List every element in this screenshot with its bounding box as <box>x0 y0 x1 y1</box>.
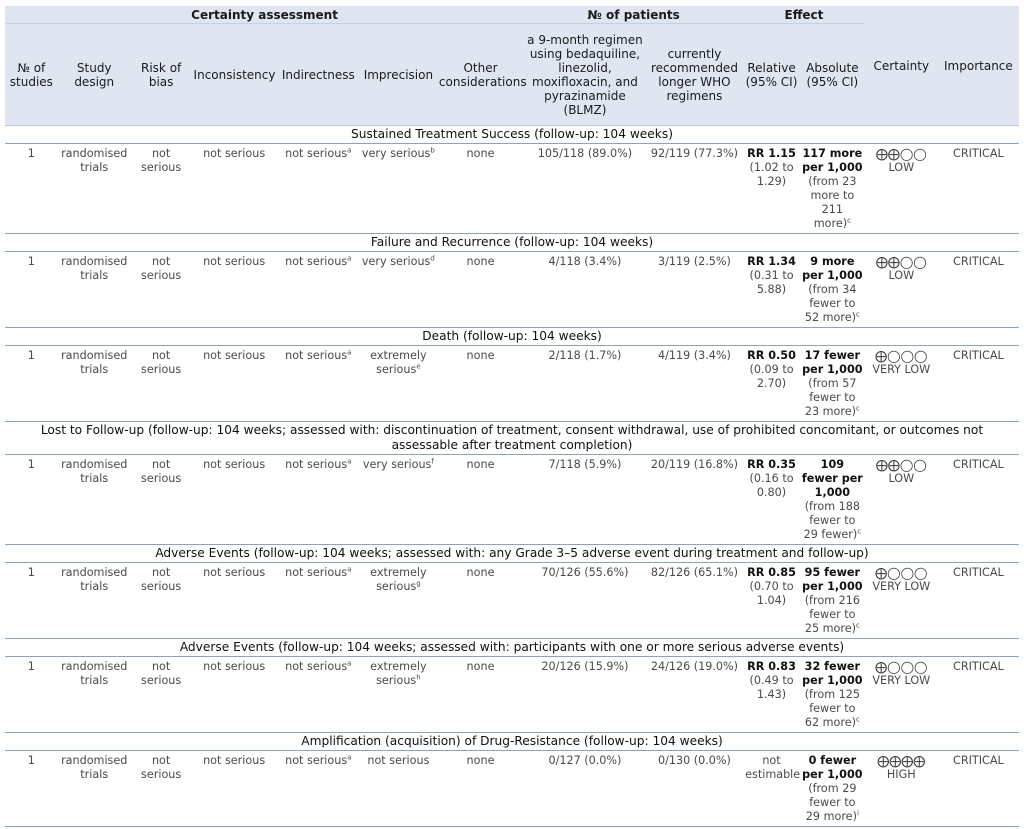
indirectness-cell <box>277 346 360 422</box>
outcome-title: Amplification (acquisition) of Drug-Resistance (follow-up: 104 weeks) <box>5 733 1019 751</box>
absolute-effect-footnote: c <box>857 527 862 536</box>
relative-effect-value: RR 1.15 <box>747 147 796 160</box>
absolute-effect-footnote: c <box>855 310 860 319</box>
outcome-data-row <box>5 751 1019 827</box>
certainty-cell <box>865 455 938 545</box>
outcome-title: Lost to Follow-up (follow-up: 104 weeks; assessed with: discontinuation of treatment, consent withdrawal, use of prohibited concomitant, or outcomes not assessable after treatment completion) <box>5 422 1019 455</box>
studies-cell: 1 <box>5 657 58 733</box>
absolute-effect-cell <box>800 144 865 234</box>
absolute-effect-footnote: i <box>856 809 859 818</box>
who-regimen-cell: 0/130 (0.0%) <box>646 751 743 827</box>
indirectness-cell <box>277 252 360 328</box>
imprecision-cell <box>360 252 437 328</box>
who-regimen-cell: 24/126 (19.0%) <box>646 657 743 733</box>
outcome-title-row <box>5 733 1019 751</box>
importance-cell: CRITICAL <box>938 455 1019 545</box>
absolute-effect-cell <box>800 657 865 733</box>
inconsistency-cell: not serious <box>192 346 277 422</box>
indirectness-text: not serious <box>285 349 348 362</box>
certainty-label: LOW <box>888 269 915 282</box>
relative-effect-cell <box>743 657 800 733</box>
other-considerations-cell: none <box>437 252 524 328</box>
absolute-effect-value: 109 fewer per 1,000 <box>801 458 863 499</box>
indirectness-footnote: a <box>347 753 352 762</box>
indirectness-text: not serious <box>285 255 348 268</box>
relative-effect-value: RR 0.35 <box>747 458 796 471</box>
absolute-effect-value: 0 fewer per 1,000 <box>802 754 863 781</box>
table-header <box>5 6 1019 126</box>
imprecision-cell <box>360 346 437 422</box>
inconsistency-cell: not serious <box>192 657 277 733</box>
absolute-effect-value: 117 more per 1,000 <box>802 147 863 174</box>
other-considerations-cell: none <box>437 144 524 234</box>
importance-cell: CRITICAL <box>938 144 1019 234</box>
absolute-effect-ci: (from 57 fewer to 23 more) <box>804 377 857 418</box>
absolute-effect-footnote: c <box>855 715 860 724</box>
indirectness-text: not serious <box>285 754 348 767</box>
who-regimen-cell: 82/126 (65.1%) <box>646 563 743 639</box>
blmz-cell: 2/118 (1.7%) <box>524 346 646 422</box>
outcome-title: Adverse Events (follow-up: 104 weeks; assessed with: any Grade 3–5 adverse event during treatment and follow-up) <box>5 545 1019 563</box>
outcome-title-row <box>5 328 1019 346</box>
indirectness-footnote: a <box>347 565 352 574</box>
absolute-effect-cell <box>800 751 865 827</box>
outcome-title-row <box>5 234 1019 252</box>
importance-cell: CRITICAL <box>938 346 1019 422</box>
who-regimen-cell: 3/119 (2.5%) <box>646 252 743 328</box>
studies-cell: 1 <box>5 455 58 545</box>
absolute-effect-footnote: c <box>855 621 860 630</box>
blmz-column-header: a 9-month regimen using bedaquiline, linezolid, moxifloxacin, and pyrazinamide (BLMZ) <box>524 24 646 126</box>
certainty-label: VERY LOW <box>872 580 931 593</box>
who-regimen-cell: 4/119 (3.4%) <box>646 346 743 422</box>
absolute-effect-value: 95 fewer per 1,000 <box>802 566 863 593</box>
who-regimen-cell: 20/119 (16.8%) <box>646 455 743 545</box>
indirectness-text: not serious <box>285 458 348 471</box>
indirectness-cell <box>277 657 360 733</box>
other-considerations-cell: none <box>437 657 524 733</box>
absolute-effect-ci: (from 216 fewer to 25 more) <box>804 594 860 635</box>
relative-effect-value: RR 0.83 <box>747 660 796 673</box>
relative-effect-ci: (1.02 to 1.29) <box>749 161 794 188</box>
imprecision-text: very serious <box>362 458 432 471</box>
imprecision-text: extremely serious <box>370 660 427 687</box>
inconsistency-cell: not serious <box>192 563 277 639</box>
table-body <box>5 126 1019 827</box>
imprecision-cell <box>360 751 437 827</box>
indirectness-footnote: a <box>347 146 352 155</box>
absolute-effect-ci: (from 34 fewer to 52 more) <box>804 283 857 324</box>
absolute-effect-cell <box>800 563 865 639</box>
indirectness-cell <box>277 751 360 827</box>
imprecision-cell <box>360 563 437 639</box>
design-cell: randomised trials <box>58 563 131 639</box>
absolute-effect-value: 32 fewer per 1,000 <box>802 660 863 687</box>
inconsistency-cell: not serious <box>192 455 277 545</box>
outcome-title: Sustained Treatment Success (follow-up: 104 weeks) <box>5 126 1019 144</box>
blmz-cell: 0/127 (0.0%) <box>524 751 646 827</box>
certainty-label: LOW <box>888 472 915 485</box>
relative-effect-ci: not estimable <box>745 754 801 781</box>
relative-effect-cell <box>743 346 800 422</box>
certainty-rating-icon: ⨁◯◯◯ <box>875 349 928 363</box>
imprecision-text: very serious <box>361 255 431 268</box>
indirectness-footnote: a <box>347 348 352 357</box>
outcome-title-row <box>5 545 1019 563</box>
outcome-data-row <box>5 455 1019 545</box>
studies-cell: 1 <box>5 252 58 328</box>
relative-effect-value: RR 0.85 <box>747 566 796 579</box>
relative-effect-ci: (0.70 to 1.04) <box>749 580 794 607</box>
other-considerations-cell: none <box>437 455 524 545</box>
blmz-cell: 7/118 (5.9%) <box>524 455 646 545</box>
relative-effect-cell <box>743 252 800 328</box>
absolute-effect-cell <box>800 455 865 545</box>
other-considerations-column-header: Other considerations <box>437 24 524 126</box>
absolute-effect-cell <box>800 346 865 422</box>
certainty-cell <box>865 563 938 639</box>
outcome-title: Death (follow-up: 104 weeks) <box>5 328 1019 346</box>
indirectness-column-header: Indirectness <box>277 24 360 126</box>
who-regimen-cell: 92/119 (77.3%) <box>646 144 743 234</box>
imprecision-footnote: h <box>416 673 421 682</box>
outcome-title-row <box>5 639 1019 657</box>
bias-column-header: Risk of bias <box>131 24 192 126</box>
indirectness-cell <box>277 144 360 234</box>
grade-evidence-table <box>5 6 1019 827</box>
absolute-effect-value: 17 fewer per 1,000 <box>802 349 863 376</box>
certainty-column-header: Certainty <box>865 6 938 126</box>
design-cell: randomised trials <box>58 252 131 328</box>
bias-cell: not serious <box>131 657 192 733</box>
design-cell: randomised trials <box>58 144 131 234</box>
num-patients-heading: № of patients <box>524 6 743 24</box>
indirectness-text: not serious <box>285 566 348 579</box>
indirectness-text: not serious <box>285 147 348 160</box>
other-considerations-cell: none <box>437 346 524 422</box>
importance-cell: CRITICAL <box>938 751 1019 827</box>
bias-cell: not serious <box>131 455 192 545</box>
indirectness-cell <box>277 563 360 639</box>
design-cell: randomised trials <box>58 346 131 422</box>
absolute-effect-value: 9 more per 1,000 <box>802 255 863 282</box>
other-considerations-cell: none <box>437 751 524 827</box>
design-cell: randomised trials <box>58 751 131 827</box>
relative-effect-cell <box>743 751 800 827</box>
studies-cell: 1 <box>5 346 58 422</box>
bias-cell: not serious <box>131 252 192 328</box>
effect-heading: Effect <box>743 6 865 24</box>
design-cell: randomised trials <box>58 455 131 545</box>
certainty-rating-icon: ⨁⨁◯◯ <box>875 458 927 472</box>
imprecision-text: extremely serious <box>370 566 427 593</box>
blmz-cell: 70/126 (55.6%) <box>524 563 646 639</box>
bias-cell: not serious <box>131 144 192 234</box>
certainty-rating-icon: ⨁◯◯◯ <box>875 566 928 580</box>
studies-cell: 1 <box>5 563 58 639</box>
outcome-data-row <box>5 346 1019 422</box>
certainty-rating-icon: ⨁⨁◯◯ <box>875 147 927 161</box>
relative-effect-ci: (0.31 to 5.88) <box>749 269 794 296</box>
outcome-title-row <box>5 422 1019 455</box>
absolute-column-header: Absolute (95% CI) <box>800 24 865 126</box>
inconsistency-cell: not serious <box>192 751 277 827</box>
blmz-cell: 105/118 (89.0%) <box>524 144 646 234</box>
certainty-rating-icon: ⨁⨁◯◯ <box>875 255 927 269</box>
imprecision-text: not serious <box>367 754 430 767</box>
studies-cell: 1 <box>5 751 58 827</box>
design-column-header: Study design <box>58 24 131 126</box>
studies-column-header: № of studies <box>5 24 58 126</box>
outcome-title: Adverse Events (follow-up: 104 weeks; assessed with: participants with one or more serious adverse events) <box>5 639 1019 657</box>
absolute-effect-cell <box>800 252 865 328</box>
relative-effect-ci: (0.49 to 1.43) <box>749 674 794 701</box>
imprecision-cell <box>360 657 437 733</box>
relative-effect-value: RR 1.34 <box>747 255 796 268</box>
relative-effect-cell <box>743 144 800 234</box>
indirectness-footnote: a <box>347 254 352 263</box>
outcome-title: Failure and Recurrence (follow-up: 104 weeks) <box>5 234 1019 252</box>
imprecision-footnote: b <box>430 146 435 155</box>
outcome-data-row <box>5 563 1019 639</box>
importance-cell: CRITICAL <box>938 252 1019 328</box>
outcome-title-row <box>5 126 1019 144</box>
importance-column-header: Importance <box>938 6 1019 126</box>
who-regimen-column-header: currently recommended longer WHO regimens <box>646 24 743 126</box>
inconsistency-cell: not serious <box>192 144 277 234</box>
indirectness-footnote: a <box>347 659 352 668</box>
certainty-rating-icon: ⨁⨁⨁⨁ <box>877 754 926 768</box>
certainty-cell <box>865 144 938 234</box>
indirectness-text: not serious <box>285 660 348 673</box>
studies-cell: 1 <box>5 144 58 234</box>
certainty-rating-icon: ⨁◯◯◯ <box>875 660 928 674</box>
relative-column-header: Relative (95% CI) <box>743 24 800 126</box>
imprecision-footnote: f <box>431 457 434 466</box>
inconsistency-column-header: Inconsistency <box>192 24 277 126</box>
relative-effect-ci: (0.09 to 2.70) <box>749 363 794 390</box>
absolute-effect-ci: (from 188 fewer to 29 fewer) <box>803 500 860 541</box>
importance-cell: CRITICAL <box>938 657 1019 733</box>
other-considerations-cell: none <box>437 563 524 639</box>
absolute-effect-ci: (from 125 fewer to 62 more) <box>804 688 860 729</box>
imprecision-column-header: Imprecision <box>360 24 437 126</box>
imprecision-text: extremely serious <box>370 349 427 376</box>
indirectness-footnote: a <box>347 457 352 466</box>
relative-effect-cell <box>743 563 800 639</box>
design-cell: randomised trials <box>58 657 131 733</box>
certainty-label: HIGH <box>886 768 916 781</box>
certainty-cell <box>865 657 938 733</box>
absolute-effect-footnote: c <box>855 404 860 413</box>
imprecision-text: very serious <box>361 147 431 160</box>
bias-cell: not serious <box>131 346 192 422</box>
relative-effect-value: RR 0.50 <box>747 349 796 362</box>
relative-effect-cell <box>743 455 800 545</box>
certainty-label: VERY LOW <box>872 674 931 687</box>
indirectness-cell <box>277 455 360 545</box>
certainty-cell <box>865 252 938 328</box>
outcome-data-row <box>5 657 1019 733</box>
certainty-cell <box>865 751 938 827</box>
blmz-cell: 4/118 (3.4%) <box>524 252 646 328</box>
imprecision-cell <box>360 144 437 234</box>
certainty-label: VERY LOW <box>872 363 931 376</box>
bias-cell: not serious <box>131 563 192 639</box>
bias-cell: not serious <box>131 751 192 827</box>
imprecision-footnote: g <box>416 579 421 588</box>
imprecision-cell <box>360 455 437 545</box>
absolute-effect-ci: (from 23 more to 211 more) <box>808 175 857 230</box>
certainty-assessment-heading: Certainty assessment <box>5 6 524 24</box>
importance-cell: CRITICAL <box>938 563 1019 639</box>
outcome-data-row <box>5 252 1019 328</box>
inconsistency-cell: not serious <box>192 252 277 328</box>
blmz-cell: 20/126 (15.9%) <box>524 657 646 733</box>
absolute-effect-ci: (from 29 fewer to 29 more) <box>805 782 857 823</box>
absolute-effect-footnote: c <box>847 216 851 225</box>
certainty-cell <box>865 346 938 422</box>
certainty-label: LOW <box>888 161 915 174</box>
relative-effect-ci: (0.16 to 0.80) <box>749 472 794 499</box>
outcome-data-row <box>5 144 1019 234</box>
imprecision-footnote: d <box>430 254 435 263</box>
imprecision-footnote: e <box>416 362 421 371</box>
